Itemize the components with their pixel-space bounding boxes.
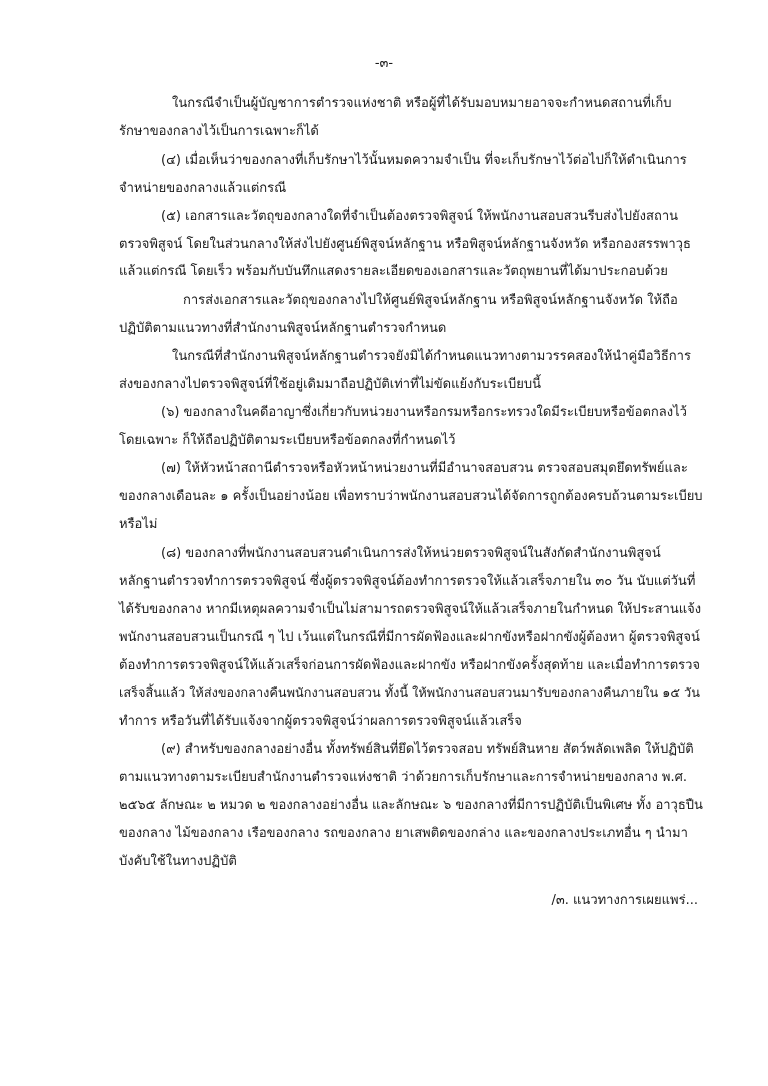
paragraph-line: หลักฐานตำรวจทำการตรวจพิสูจน์ ซึ่งผู้ตรวจพิสูจน์ต้องทำการตรวจให้แล้วเสร็จภายใน ๓๐ วัน นับแต่วันที่ (119, 574, 696, 589)
paragraph-line: ได้รับของกลาง หากมีเหตุผลความจำเป็นไม่สามารถตรวจพิสูจน์ให้แล้วเสร็จภายในกำหนด ให้ประสานแจ้ง (119, 602, 702, 617)
paragraph-line: เสร็จสิ้นแล้ว ให้ส่งของกลางคืนพนักงานสอบสวน ทั้งนี้ ให้พนักงานสอบสวนมารับของกลางคืนภายใน ๑๕ วัน (119, 686, 700, 701)
paragraph-line: รักษาของกลางไว้เป็นการเฉพาะก็ได้ (119, 124, 319, 139)
paragraph-line: ในกรณีที่สำนักงานพิสูจน์หลักฐานตำรวจยังมิได้กำหนดแนวทางตามวรรคสองให้นำคู่มือวิธีการ (172, 349, 691, 364)
paragraph-line: แล้วแต่กรณี โดยเร็ว พร้อมกับบันทึกแสดงรายละเอียดของเอกสารและวัตถุพยานที่ได้มาประกอบด้วย (119, 264, 668, 279)
paragraph-line: (๖) ของกลางในคดีอาญาซึ่งเกี่ยวกับหน่วยงานหรือกรมหรือกระทรวงใดมีระเบียบหรือข้อตกลงไว้ (161, 405, 687, 420)
paragraph-line: บังคับใช้ในทางปฏิบัติ (119, 854, 237, 869)
paragraph-line: ต้องทำการตรวจพิสูจน์ให้แล้วเสร็จก่อนการผัดฟ้องและฝากขัง หรือฝากขังครั้งสุดท้าย และเมื่อทำการตรวจ (119, 658, 701, 673)
paragraph-line: (๔) เมื่อเห็นว่าของกลางที่เก็บรักษาไว้นั้นหมดความจำเป็น ที่จะเก็บรักษาไว้ต่อไปก็ให้ดำเนินการ (161, 153, 687, 168)
paragraph-line: ของกลาง ไม้ของกลาง เรือของกลาง รถของกลาง ยาเสพติดของกล่าง และของกลางประเภทอื่น ๆ นำมา (119, 826, 688, 841)
paragraph-line: จำหน่ายของกลางแล้วแต่กรณี (119, 181, 287, 196)
paragraph-line: ตรวจพิสูจน์ โดยในส่วนกลางให้ส่งไปยังศูนย์พิสูจน์หลักฐาน หรือพิสูจน์หลักฐานจังหวัด หรือกองสรรพาวุธ (119, 237, 691, 252)
paragraph-line: ๒๕๖๕ ลักษณะ ๒ หมวด ๒ ของกลางอย่างอื่น และลักษณะ ๖ ของกลางที่มีการปฏิบัติเป็นพิเศษ ทั้ง อาวุธปืน (119, 798, 703, 813)
continuation-footer: /๓. แนวทางการเผยแพร่... (551, 893, 698, 908)
paragraph-line: ส่งของกลางไปตรวจพิสูจน์ที่ใช้อยู่เดิมมาถือปฏิบัติเท่าที่ไม่ขัดแย้งกับระเบียบนี้ (119, 377, 541, 392)
paragraph-line: การส่งเอกสารและวัตถุของกลางไปให้ศูนย์พิสูจน์หลักฐาน หรือพิสูจน์หลักฐานจังหวัด ให้ถือ (183, 293, 678, 308)
page-number: -๓- (374, 56, 394, 71)
paragraph-line: พนักงานสอบสวนเป็นกรณี ๆ ไป เว้นแต่ในกรณีที่มีการผัดฟ้องและฝากขังหรือฝากขังผู้ต้องหา ผู้ตรวจพิสูจน์ (119, 630, 700, 645)
paragraph-line: (๕) เอกสารและวัตถุของกลางใดที่จำเป็นต้องตรวจพิสูจน์ ให้พนักงานสอบสวนรีบส่งไปยังสถาน (161, 209, 679, 224)
paragraph-line: หรือไม่ (119, 517, 158, 532)
paragraph-line: (๗) ให้หัวหน้าสถานีตำรวจหรือหัวหน้าหน่วยงานที่มีอำนาจสอบสวน ตรวจสอบสมุดยึดทรัพย์และ (161, 461, 688, 476)
paragraph-line: ในกรณีจำเป็นผู้บัญชาการตำรวจแห่งชาติ หรือผู้ที่ได้รับมอบหมายอาจจะกำหนดสถานที่เก็บ (172, 96, 672, 111)
paragraph-line: ตามแนวทางตามระเบียบสำนักงานตำรวจแห่งชาติ ว่าด้วยการเก็บรักษาและการจำหน่ายของกลาง พ.ศ. (119, 770, 688, 785)
paragraph-line: ของกลางเดือนละ ๑ ครั้งเป็นอย่างน้อย เพื่อทราบว่าพนักงานสอบสวนได้จัดการถูกต้องครบถ้วนตามระเบียบ (119, 489, 703, 504)
paragraph-line: ปฏิบัติตามแนวทางที่สำนักงานพิสูจน์หลักฐานตำรวจกำหนด (119, 321, 447, 336)
paragraph-line: (๙) สำหรับของกลางอย่างอื่น ทั้งทรัพย์สินที่ยึดไว้ตรวจสอบ ทรัพย์สินหาย สัตว์พลัดเพลิด ให้ปฏิบัติ (161, 742, 694, 757)
paragraph-line: ทำการ หรือวันที่ได้รับแจ้งจากผู้ตรวจพิสูจน์ว่าผลการตรวจพิสูจน์แล้วเสร็จ (119, 714, 522, 729)
paragraph-line: (๘) ของกลางที่พนักงานสอบสวนดำเนินการส่งให้หน่วยตรวจพิสูจน์ในสังกัดสำนักงานพิสูจน์ (161, 546, 661, 561)
paragraph-line: โดยเฉพาะ ก็ให้ถือปฏิบัติตามระเบียบหรือข้อตกลงที่กำหนดไว้ (119, 433, 456, 448)
